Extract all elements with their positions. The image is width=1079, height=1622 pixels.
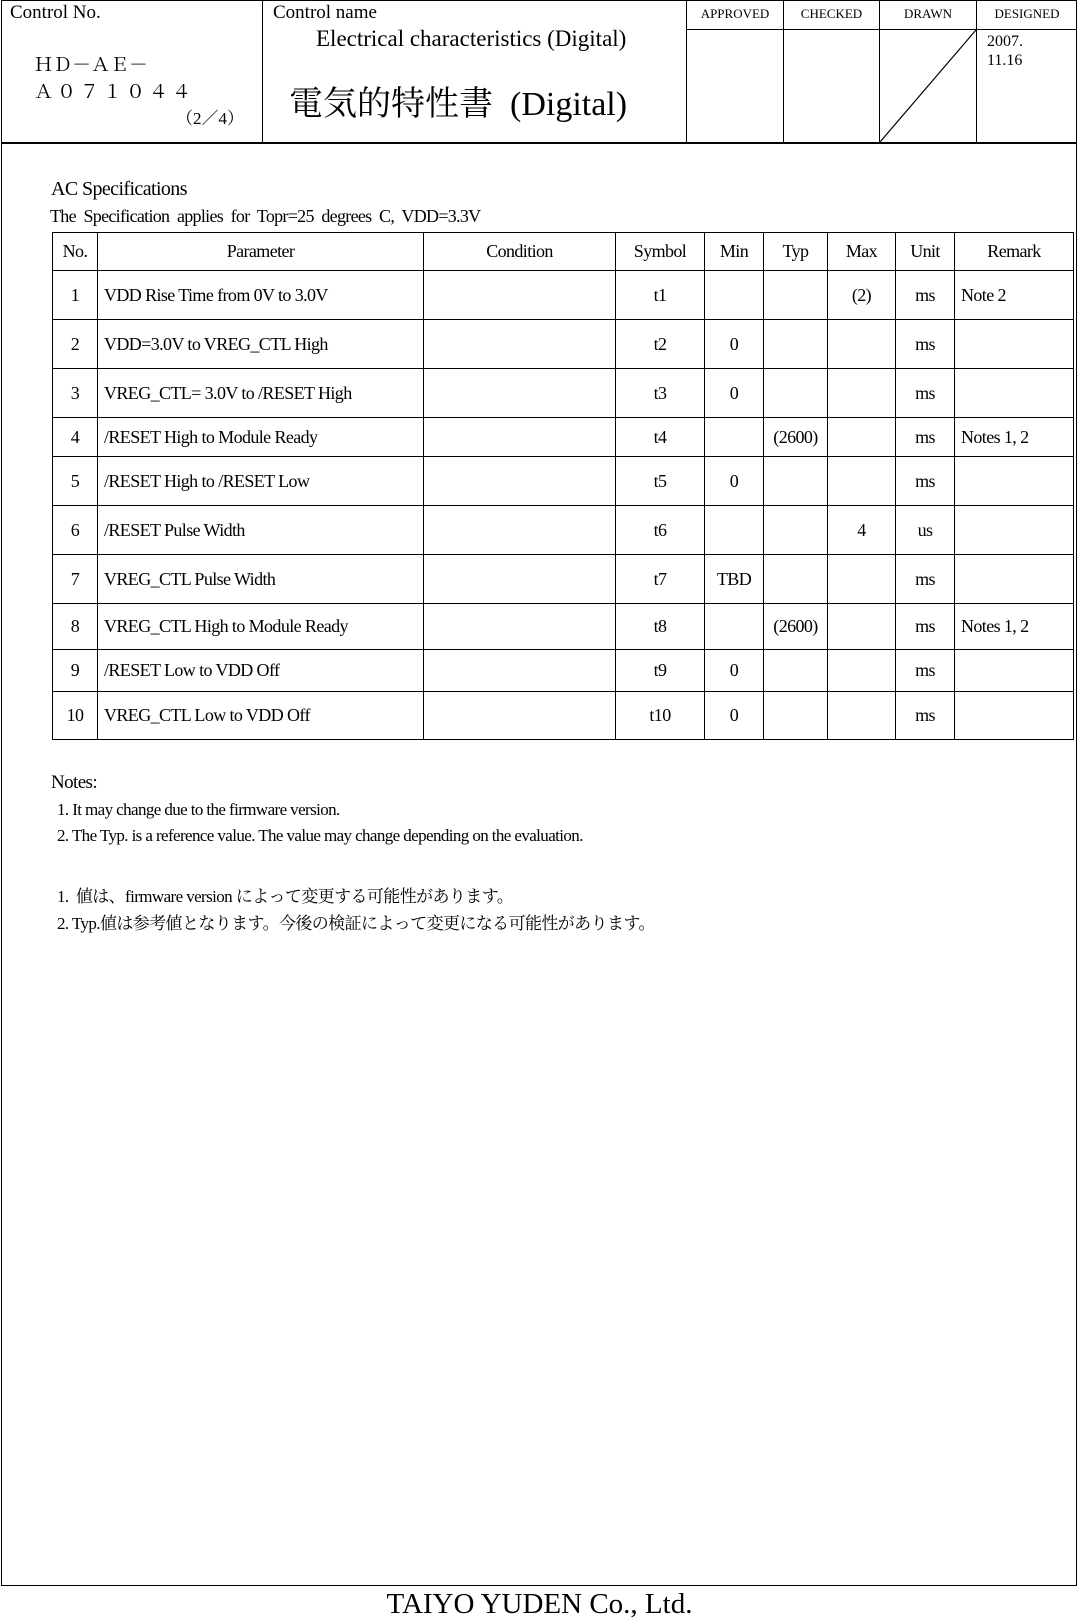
cell-min: TBD (705, 555, 764, 604)
table-row (53, 457, 1074, 506)
col-symbol-header: Symbol (616, 233, 705, 271)
cell-typ: (2600) (764, 418, 828, 457)
cell-symbol: t10 (616, 692, 705, 740)
cell-condition (424, 320, 616, 369)
cell-typ (764, 692, 828, 740)
cell-condition (424, 506, 616, 555)
cell-unit: ms (896, 271, 955, 320)
table-row (53, 692, 1074, 740)
table-row (53, 418, 1074, 457)
page-number: （2／4） (176, 109, 244, 128)
cell-parameter: VREG_CTL High to Module Ready (98, 604, 424, 650)
approved-label: APPROVED (700, 6, 770, 21)
cell-typ (764, 369, 828, 418)
col-typ-header: Typ (764, 233, 828, 271)
cell-condition (424, 555, 616, 604)
cell-typ (764, 271, 828, 320)
cell-max (828, 369, 896, 418)
cell-parameter: VDD Rise Time from 0V to 3.0V (98, 271, 424, 320)
ac-spec-table (52, 232, 1074, 740)
cell-condition (424, 457, 616, 506)
cell-min: 0 (705, 457, 764, 506)
designed-label: DESIGNED (994, 6, 1060, 21)
cell-no: 2 (53, 320, 98, 369)
cell-max (828, 320, 896, 369)
control-no-line1: ＨＤ－ＡＥ－ (34, 55, 149, 76)
col-min-header: Min (705, 233, 764, 271)
cell-max (828, 604, 896, 650)
col-condition-header: Condition (424, 233, 616, 271)
cell-symbol: t6 (616, 506, 705, 555)
cell-symbol: t8 (616, 604, 705, 650)
cell-min (705, 604, 764, 650)
drawn-box-diagonal (880, 30, 976, 142)
cell-condition (424, 418, 616, 457)
cell-remark (955, 457, 1074, 506)
cell-max (828, 650, 896, 692)
note-jp-1: 1. 値は、firmware version によって変更する可能性があります。 (57, 887, 514, 906)
table-row (53, 555, 1074, 604)
checked-label: CHECKED (800, 6, 863, 21)
section-subtitle: The Specification applies for Topr=25 degrees C, VDD=3.3V (50, 206, 481, 226)
cell-no: 8 (53, 604, 98, 650)
cell-remark: Note 2 (955, 271, 1074, 320)
cell-no: 6 (53, 506, 98, 555)
cell-typ (764, 320, 828, 369)
drawn-label: DRAWN (903, 6, 953, 21)
cell-max (828, 692, 896, 740)
cell-remark: Notes 1, 2 (955, 418, 1074, 457)
cell-unit: us (896, 506, 955, 555)
control-name-label: Control name (273, 2, 377, 23)
cell-unit: ms (896, 555, 955, 604)
cell-remark (955, 555, 1074, 604)
cell-parameter: VREG_CTL= 3.0V to /RESET High (98, 369, 424, 418)
note-en-1: 1. It may change due to the firmware version. (57, 800, 340, 819)
cell-unit: ms (896, 369, 955, 418)
cell-condition (424, 369, 616, 418)
cell-typ (764, 650, 828, 692)
cell-remark (955, 506, 1074, 555)
col-parameter-header: Parameter (98, 233, 424, 271)
table-row (53, 650, 1074, 692)
cell-max (828, 418, 896, 457)
section-title: AC Specifications (51, 178, 187, 200)
note-en-2: 2. The Typ. is a reference value. The value may change depending on the evaluation. (57, 826, 583, 845)
cell-max (828, 457, 896, 506)
cell-condition (424, 692, 616, 740)
company-name: TAIYO YUDEN Co., Ltd. (386, 1588, 693, 1620)
cell-unit: ms (896, 692, 955, 740)
designed-date-day: 11.16 (987, 52, 1023, 69)
cell-no: 7 (53, 555, 98, 604)
cell-parameter: /RESET Pulse Width (98, 506, 424, 555)
control-no-label: Control No. (10, 2, 101, 23)
table-header-row (53, 233, 1074, 271)
cell-remark (955, 650, 1074, 692)
cell-min: 0 (705, 650, 764, 692)
cell-symbol: t7 (616, 555, 705, 604)
cell-no: 3 (53, 369, 98, 418)
header-bottom-rule (1, 142, 1077, 144)
cell-typ (764, 506, 828, 555)
cell-min (705, 506, 764, 555)
col-no-header: No. (53, 233, 98, 271)
cell-max (828, 555, 896, 604)
cell-parameter: VDD=3.0V to VREG_CTL High (98, 320, 424, 369)
cell-no: 10 (53, 692, 98, 740)
cell-unit: ms (896, 418, 955, 457)
table-row (53, 506, 1074, 555)
cell-no: 5 (53, 457, 98, 506)
cell-parameter: VREG_CTL Pulse Width (98, 555, 424, 604)
cell-condition (424, 650, 616, 692)
table-row (53, 271, 1074, 320)
header-divider-1 (262, 0, 263, 143)
cell-min: 0 (705, 692, 764, 740)
cell-parameter: /RESET High to /RESET Low (98, 457, 424, 506)
cell-typ: (2600) (764, 604, 828, 650)
table-row (53, 320, 1074, 369)
title-english: Electrical characteristics (Digital) (316, 26, 627, 51)
cell-symbol: t5 (616, 457, 705, 506)
cell-unit: ms (896, 604, 955, 650)
cell-symbol: t1 (616, 271, 705, 320)
cell-min: 0 (705, 320, 764, 369)
cell-max: (2) (828, 271, 896, 320)
cell-condition (424, 271, 616, 320)
cell-remark: Notes 1, 2 (955, 604, 1074, 650)
cell-symbol: t4 (616, 418, 705, 457)
cell-typ (764, 555, 828, 604)
cell-no: 9 (53, 650, 98, 692)
cell-parameter: /RESET High to Module Ready (98, 418, 424, 457)
cell-remark (955, 369, 1074, 418)
cell-parameter: VREG_CTL Low to VDD Off (98, 692, 424, 740)
cell-max: 4 (828, 506, 896, 555)
cell-condition (424, 604, 616, 650)
note-jp-2: 2. Typ.値は参考値となります。今後の検証によって変更になる可能性があります。 (57, 914, 655, 933)
notes-title: Notes: (51, 772, 98, 793)
table-row (53, 604, 1074, 650)
cell-no: 1 (53, 271, 98, 320)
col-remark-header: Remark (955, 233, 1074, 271)
cell-symbol: t2 (616, 320, 705, 369)
cell-no: 4 (53, 418, 98, 457)
cell-unit: ms (896, 320, 955, 369)
cell-typ (764, 457, 828, 506)
designed-date-year: 2007. (987, 33, 1023, 50)
cell-min: 0 (705, 369, 764, 418)
col-unit-header: Unit (896, 233, 955, 271)
control-no-line2: Ａ０７１０４４ (34, 82, 196, 103)
cell-min (705, 418, 764, 457)
cell-min (705, 271, 764, 320)
col-max-header: Max (828, 233, 896, 271)
table-row (53, 369, 1074, 418)
cell-parameter: /RESET Low to VDD Off (98, 650, 424, 692)
cell-symbol: t3 (616, 369, 705, 418)
cell-remark (955, 692, 1074, 740)
cell-remark (955, 320, 1074, 369)
title-japanese: 電気的特性書 (Digital) (289, 86, 628, 123)
cell-unit: ms (896, 650, 955, 692)
cell-unit: ms (896, 457, 955, 506)
cell-symbol: t9 (616, 650, 705, 692)
